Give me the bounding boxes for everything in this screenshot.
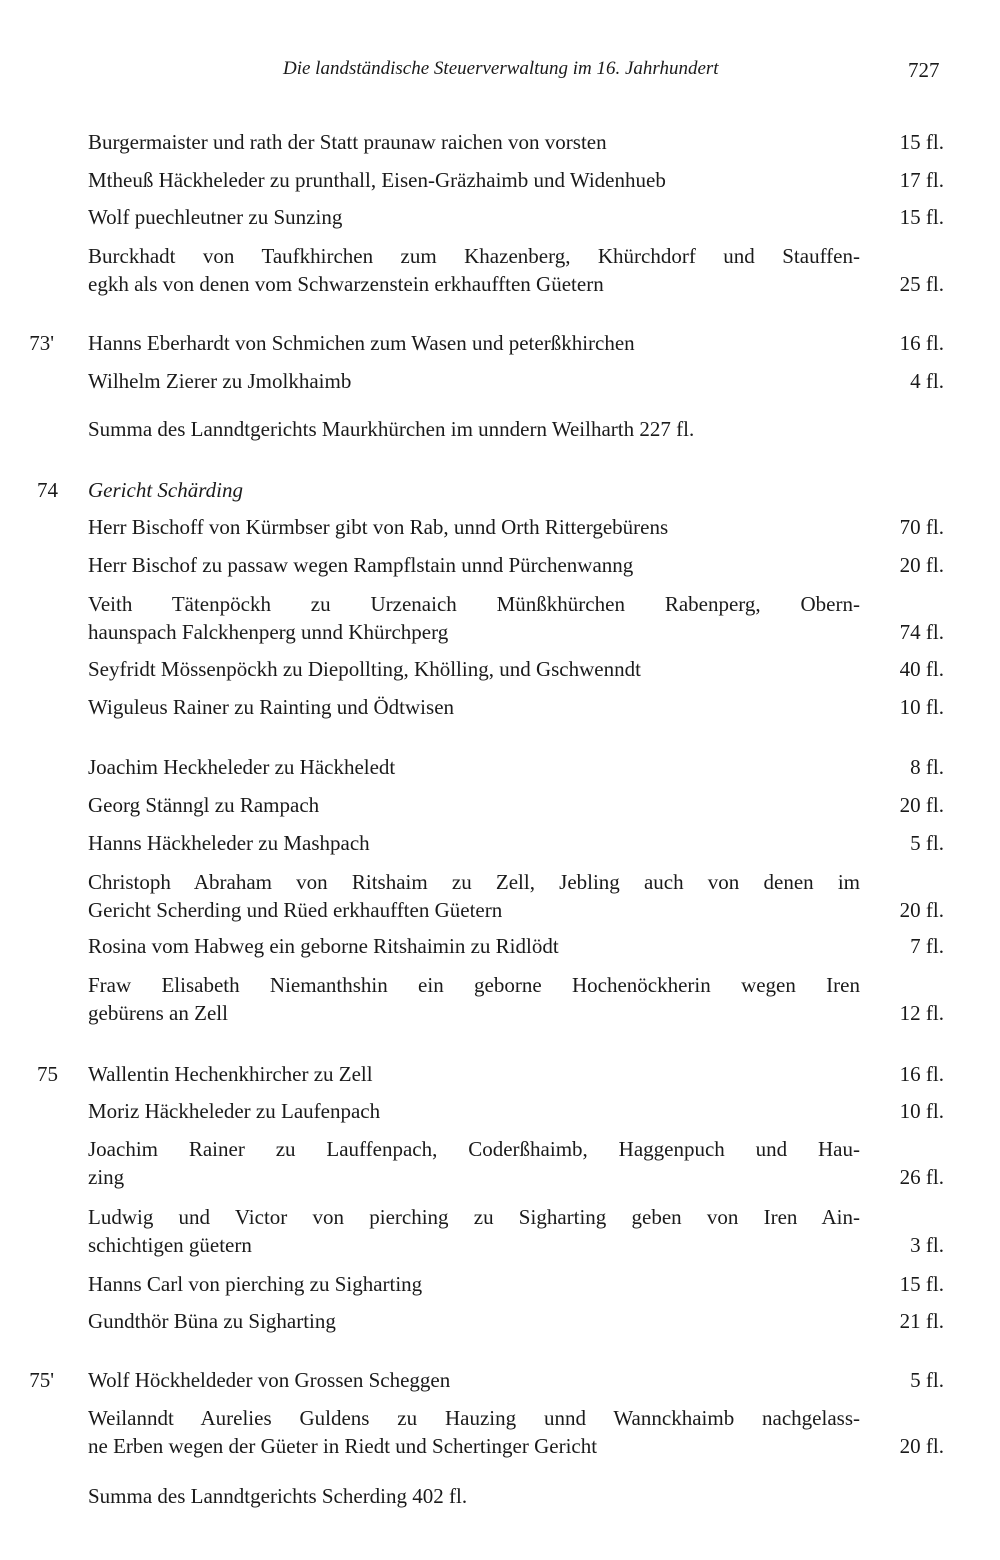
- list-item: [0, 1097, 1000, 1125]
- entry-text: [88, 1482, 888, 1510]
- amount: 25 fl.: [899, 272, 944, 296]
- margin-marker: 74: [37, 478, 58, 502]
- amount: 16 fl.: [899, 331, 944, 355]
- page-number: 727: [908, 58, 940, 82]
- entry-text: [88, 1307, 860, 1335]
- entry-text: [88, 693, 860, 721]
- entry-text: [88, 1135, 860, 1191]
- amount: 21 fl.: [899, 1309, 944, 1333]
- entry-text: [88, 329, 860, 357]
- text-line: Christoph Abraham von Ritshaim zu Zell, Jebling auch von denen im: [88, 870, 860, 894]
- text-line: Gundthör Büna zu Sigharting: [88, 1309, 336, 1333]
- text-line: Georg Stänngl zu Rampach: [88, 793, 320, 817]
- entry-text: [88, 1203, 860, 1259]
- margin-marker: 73': [29, 331, 54, 355]
- text-line: Joachim Heckheleder zu Häckheledt: [88, 755, 396, 779]
- amount: 15 fl.: [899, 130, 944, 154]
- entry-text: [88, 1404, 860, 1460]
- text-line: Summa des Lanndtgerichts Scherding 402 fl.: [88, 1484, 468, 1508]
- amount: 4 fl.: [910, 369, 944, 393]
- entry-text: [88, 791, 860, 819]
- text-line: egkh als von denen vom Schwarzenstein erkhaufften Güetern: [88, 272, 604, 296]
- text-line: Fraw Elisabeth Niemanthshin ein geborne Hochenöckherin wegen Iren: [88, 973, 860, 997]
- entry-text: [88, 513, 860, 541]
- list-item: [0, 551, 1000, 579]
- text-line: Weilanndt Aurelies Guldens zu Hauzing unnd Wannckhaimb nachgelass-: [88, 1406, 860, 1430]
- amount: 74 fl.: [899, 620, 944, 644]
- amount: 10 fl.: [899, 1099, 944, 1123]
- entry-text: [88, 590, 860, 646]
- list-item: [0, 1366, 1000, 1394]
- entry-text: [88, 829, 860, 857]
- list-item: [0, 1482, 1000, 1510]
- text-line: Herr Bischoff von Kürmbser gibt von Rab, unnd Orth Rittergebürens: [88, 515, 669, 539]
- text-line: Gericht Schärding: [88, 478, 243, 502]
- amount: 12 fl.: [899, 1001, 944, 1025]
- list-item: [0, 655, 1000, 683]
- margin-marker: 75: [37, 1062, 58, 1086]
- amount: 70 fl.: [899, 515, 944, 539]
- amount: 3 fl.: [910, 1233, 944, 1257]
- text-line: Summa des Lanndtgerichts Maurkhürchen im unndern Weilharth 227 fl.: [88, 417, 695, 441]
- entry-text: [88, 203, 860, 231]
- list-item: [0, 1135, 1000, 1191]
- amount: 8 fl.: [910, 755, 944, 779]
- amount: 10 fl.: [899, 695, 944, 719]
- text-line: ne Erben wegen der Güeter in Riedt und Schertinger Gericht: [88, 1434, 598, 1458]
- text-line: Rosina vom Habweg ein geborne Ritshaimin zu Ridlödt: [88, 934, 559, 958]
- amount: 15 fl.: [899, 205, 944, 229]
- text-line: gebürens an Zell: [88, 1001, 228, 1025]
- list-item: [0, 476, 1000, 504]
- text-line: Wolf Höckheldeder von Grossen Scheggen: [88, 1368, 451, 1392]
- list-item: [0, 1404, 1000, 1460]
- text-line: Veith Tätenpöckh zu Urzenaich Münßkhürchen Rabenperg, Obern-: [88, 592, 860, 616]
- entry-text: [88, 655, 860, 683]
- amount: 5 fl.: [910, 831, 944, 855]
- entry-text: [88, 128, 860, 156]
- list-item: [0, 242, 1000, 298]
- amount: 17 fl.: [899, 168, 944, 192]
- list-item: [0, 1270, 1000, 1298]
- list-item: [0, 753, 1000, 781]
- list-item: [0, 128, 1000, 156]
- list-item: [0, 868, 1000, 924]
- list-item: [0, 415, 1000, 443]
- running-title: Die landständische Steuerverwaltung im 16. Jahrhundert: [283, 58, 719, 79]
- amount: 40 fl.: [899, 657, 944, 681]
- text-line: Hanns Carl von pierching zu Sigharting: [88, 1272, 423, 1296]
- entry-text: [88, 415, 888, 443]
- text-line: Burckhadt von Taufkhirchen zum Khazenberg, Khürchdorf und Stauffen-: [88, 244, 860, 268]
- amount: 20 fl.: [899, 898, 944, 922]
- text-line: Gericht Scherding und Rüed erkhaufften Güetern: [88, 898, 503, 922]
- list-item: [0, 203, 1000, 231]
- entry-text: [88, 551, 860, 579]
- list-item: [0, 367, 1000, 395]
- list-item: [0, 590, 1000, 646]
- text-line: Ludwig und Victor von pierching zu Sigharting geben von Iren Ain-: [88, 1205, 860, 1229]
- amount: 7 fl.: [910, 934, 944, 958]
- text-line: Hanns Eberhardt von Schmichen zum Wasen und peterßkhirchen: [88, 331, 635, 355]
- text-line: Hanns Häckheleder zu Mashpach: [88, 831, 370, 855]
- list-item: [0, 971, 1000, 1027]
- text-line: Joachim Rainer zu Lauffenpach, Coderßhaimb, Haggenpuch und Hau-: [88, 1137, 860, 1161]
- list-item: [0, 166, 1000, 194]
- amount: 16 fl.: [899, 1062, 944, 1086]
- entry-text: [88, 971, 860, 1027]
- list-item: [0, 932, 1000, 960]
- entry-text: [88, 1097, 860, 1125]
- section-heading: [88, 476, 860, 504]
- entry-text: [88, 868, 860, 924]
- amount: 20 fl.: [899, 553, 944, 577]
- entry-text: [88, 753, 860, 781]
- amount: 5 fl.: [910, 1368, 944, 1392]
- amount: 20 fl.: [899, 1434, 944, 1458]
- text-line: haunspach Falckhenperg unnd Khürchperg: [88, 620, 449, 644]
- entry-text: [88, 1366, 860, 1394]
- entry-text: [88, 1060, 860, 1088]
- entry-text: [88, 367, 860, 395]
- list-item: [0, 829, 1000, 857]
- list-item: [0, 329, 1000, 357]
- list-item: [0, 1307, 1000, 1335]
- text-line: schichtigen güetern: [88, 1233, 252, 1257]
- list-item: [0, 791, 1000, 819]
- text-line: Burgermaister und rath der Statt praunaw raichen von vorsten: [88, 130, 607, 154]
- margin-marker: 75': [29, 1368, 54, 1392]
- entry-text: [88, 242, 860, 298]
- amount: 26 fl.: [899, 1165, 944, 1189]
- entry-text: [88, 166, 860, 194]
- text-line: Mtheuß Häckheleder zu prunthall, Eisen-Gräzhaimb und Widenhueb: [88, 168, 666, 192]
- text-line: Seyfridt Mössenpöckh zu Diepollting, Khölling, und Gschwenndt: [88, 657, 641, 681]
- text-line: Wiguleus Rainer zu Rainting und Ödtwisen: [88, 695, 455, 719]
- text-line: Wolf puechleutner zu Sunzing: [88, 205, 343, 229]
- amount: 15 fl.: [899, 1272, 944, 1296]
- text-line: Herr Bischof zu passaw wegen Rampflstain unnd Pürchenwanng: [88, 553, 634, 577]
- text-line: Wallentin Hechenkhircher zu Zell: [88, 1062, 373, 1086]
- text-line: Moriz Häckheleder zu Laufenpach: [88, 1099, 381, 1123]
- list-item: [0, 1203, 1000, 1259]
- text-line: zing: [88, 1165, 125, 1189]
- text-line: Wilhelm Zierer zu Jmolkhaimb: [88, 369, 352, 393]
- list-item: [0, 1060, 1000, 1088]
- amount: 20 fl.: [899, 793, 944, 817]
- list-item: [0, 693, 1000, 721]
- entry-text: [88, 1270, 860, 1298]
- list-item: [0, 513, 1000, 541]
- entry-text: [88, 932, 860, 960]
